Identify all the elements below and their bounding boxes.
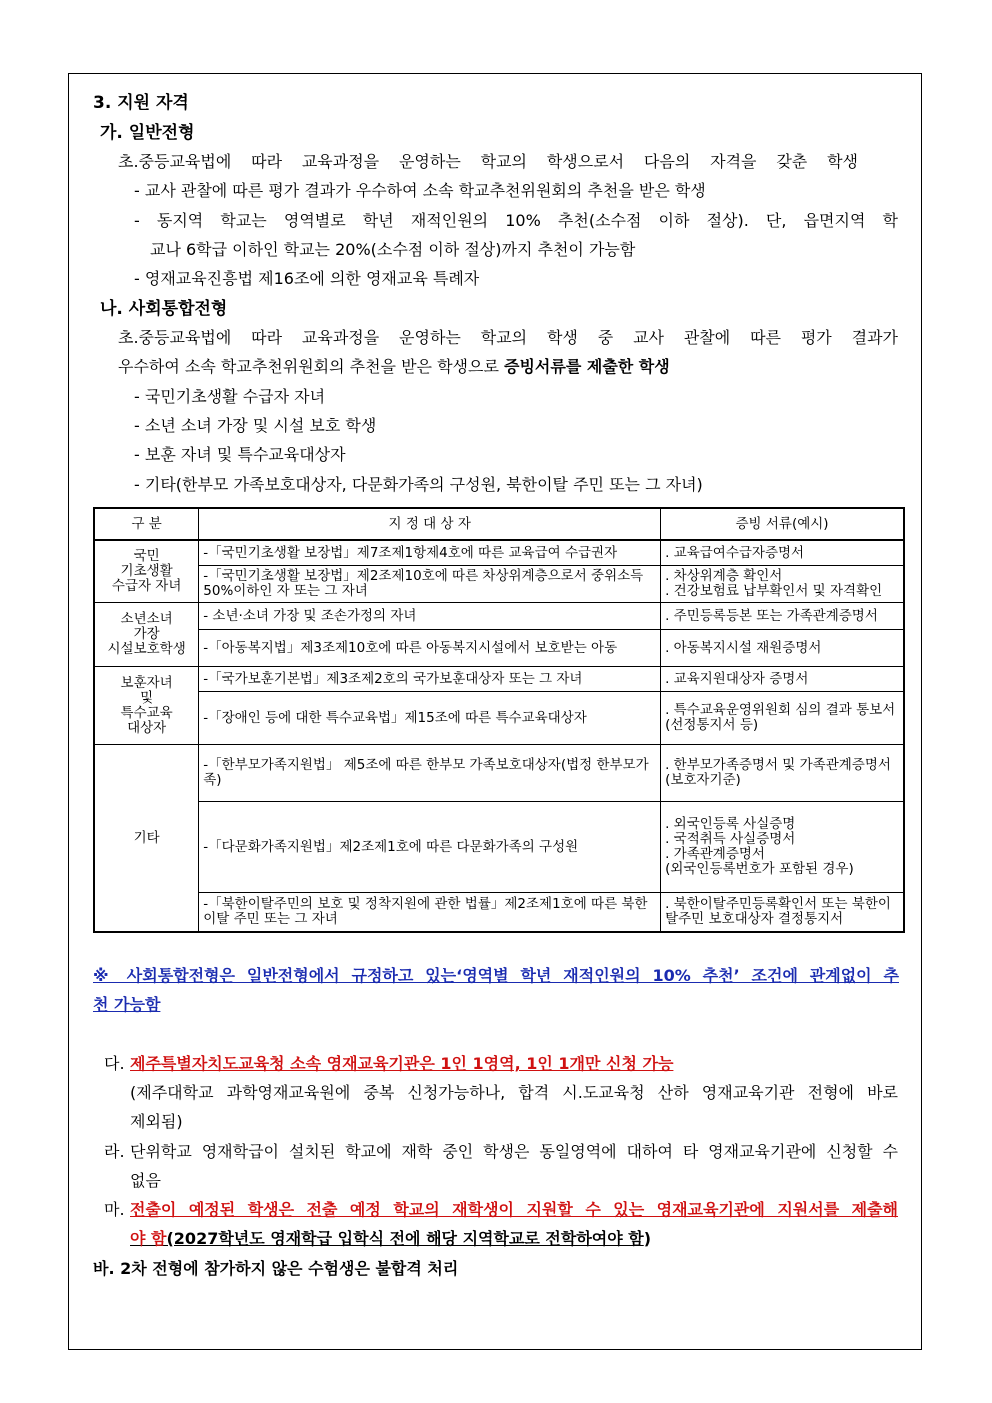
header-target: 지 정 대 상 자 [199, 508, 661, 540]
section-ga-title: 가. 일반전형 [100, 123, 195, 143]
note-line-2: 천 가능함 [93, 995, 161, 1014]
ma-label: 마. [104, 1200, 125, 1219]
target-cell: -「장애인 등에 대한 특수교육법」제15조에 따른 특수교육대상자 [199, 692, 661, 745]
table-row [94, 540, 904, 566]
document-cell: . 북한이탈주민등록확인서 또는 북한이탈주민 보호대상자 결정통지서 [661, 893, 904, 933]
ma-text-2c: ) [643, 1229, 652, 1248]
document-cell: . 특수교육운영위원회 심의 결과 통보서 (선정통지서 등) [661, 692, 904, 745]
table-row [94, 667, 904, 692]
table-row [94, 603, 904, 630]
target-cell: - 소년·소녀 가장 및 조손가정의 자녀 [199, 603, 661, 630]
target-cell: -「국민기초생활 보장법」제2조제10호에 따른 차상위계층으로서 중위소득 50%이하인 자 또는 그 자녀 [199, 566, 661, 603]
document-cell: . 외국인등록 사실증명 . 국적취득 사실증명서 . 가족관계증명서 (외국인등록번호가 포함된 경우) [661, 802, 904, 893]
note-line-1: ※ 사회통합전형은 일반전형에서 규정하고 있는‘영역별 학년 재적인원의 10% 추천’ 조건에 관계없이 추 [93, 966, 899, 985]
na-item-2: - 소년 소녀 가장 및 시설 보호 학생 [134, 416, 377, 435]
na-item-4: - 기타(한부모 가족보호대상자, 다문화가족의 구성원, 북한이탈 주민 또는 그 자녀) [134, 475, 703, 494]
eligibility-table [93, 507, 905, 933]
ba-text: 바. 2차 전형에 참가하지 않은 수험생은 불합격 처리 [93, 1259, 459, 1278]
table-row [94, 745, 904, 802]
table-row [94, 893, 904, 933]
na-intro-2 [118, 356, 670, 378]
category-cell: 보훈자녀 및 특수교육 대상자 [94, 667, 199, 745]
document-cell: . 교육급여수급자증명서 [661, 540, 904, 566]
ga-item-2a: - 동지역 학교는 영역별로 학년 재적인원의 10% 추천(소수점 이하 절상). 단, 읍면지역 학 [134, 211, 898, 230]
ra-label: 라. [104, 1142, 125, 1161]
category-cell: 기타 [94, 745, 199, 933]
document-cell: . 주민등록등본 또는 가족관계증명서 [661, 603, 904, 630]
ra-text-2: 없음 [130, 1171, 161, 1190]
da-text: 제주특별자치도교육청 소속 영재교육기관은 1인 1영역, 1인 1개만 신청 가능 [130, 1054, 674, 1073]
ga-item-3: - 영재교육진흥법 제16조에 의한 영재교육 특례자 [134, 269, 480, 288]
na-intro-1: 초.중등교육법에 따라 교육과정을 운영하는 학교의 학생 중 교사 관찰에 따른 평가 결과가 [118, 328, 898, 347]
da-sub-2: 제외됨) [130, 1112, 183, 1131]
document-cell: . 차상위계층 확인서 . 건강보험료 납부확인서 및 자격확인 [661, 566, 904, 603]
table-row [94, 802, 904, 893]
ma-text-2 [130, 1228, 651, 1250]
target-cell: -「국가보훈기본법」제3조제2호의 국가보훈대상자 또는 그 자녀 [199, 667, 661, 692]
da-sub-1: (제주대학교 과학영재교육원에 중복 신청가능하나, 합격 시.도교육청 산하 영재교육기관 전형에 바로 [130, 1083, 898, 1102]
na-item-1: - 국민기초생활 수급자 자녀 [134, 387, 326, 406]
target-cell: -「국민기초생활 보장법」제7조제1항제4호에 따른 교육급여 수급권자 [199, 540, 661, 566]
target-cell: -「아동복지법」제3조제10호에 따른 아동복지시설에서 보호받는 아동 [199, 630, 661, 667]
da-label: 다. [104, 1054, 125, 1073]
document-cell: . 교육지원대상자 증명서 [661, 667, 904, 692]
na-intro-2b: 증빙서류를 제출한 학생 [504, 357, 670, 376]
na-intro-2a: 우수하여 소속 학교추천위원회의 추천을 받은 학생으로 [118, 357, 505, 376]
header-category: 구 분 [94, 508, 199, 540]
category-cell: 소년소녀 가장 시설보호학생 [94, 603, 199, 667]
table-header-row [94, 508, 904, 540]
document-cell: . 한부모가족증명서 및 가족관계증명서 (보호자기준) [661, 745, 904, 802]
ga-item-1: - 교사 관찰에 따른 평가 결과가 우수하여 소속 학교추천위원회의 추천을 받은 학생 [134, 181, 706, 200]
target-cell: -「다문화가족지원법」제2조제1호에 따른 다문화가족의 구성원 [199, 802, 661, 893]
table-row [94, 692, 904, 745]
section-3-title: 3. 지원 자격 [93, 93, 189, 113]
ga-intro: 초.중등교육법에 따라 교육과정을 운영하는 학교의 학생으로서 다음의 자격을 갖춘 학생 [118, 152, 858, 171]
ma-text-2a: 야 함 [130, 1229, 167, 1248]
ma-text-1: 전출이 예정된 학생은 전출 예정 학교의 재학생이 지원할 수 있는 영재교육기관에 지원서를 제출해 [130, 1200, 898, 1219]
ma-text-2b: (2027학년도 영재학급 입학식 전에 해당 지역학교로 전학하여야 함 [166, 1229, 644, 1248]
target-cell: -「한부모가족지원법」 제5조에 따른 한부모 가족보호대상자(법정 한부모가족) [199, 745, 661, 802]
table-row [94, 566, 904, 603]
category-cell: 국민 기초생활 수급자 자녀 [94, 540, 199, 603]
header-documents: 증빙 서류(예시) [661, 508, 904, 540]
document-cell: . 아동복지시설 재원증명서 [661, 630, 904, 667]
na-item-3: - 보훈 자녀 및 특수교육대상자 [134, 445, 346, 464]
ra-text-1: 단위학교 영재학급이 설치된 학교에 재학 중인 학생은 동일영역에 대하여 타 영재교육기관에 신청할 수 [130, 1142, 898, 1161]
section-na-title: 나. 사회통합전형 [100, 299, 228, 319]
ga-item-2b: 교나 6학급 이하인 학교는 20%(소수점 이하 절상)까지 추천이 가능함 [150, 240, 636, 259]
target-cell: -「북한이탈주민의 보호 및 정착지원에 관한 법률」제2조제1호에 따른 북한이탈 주민 또는 그 자녀 [199, 893, 661, 933]
table-row [94, 630, 904, 667]
